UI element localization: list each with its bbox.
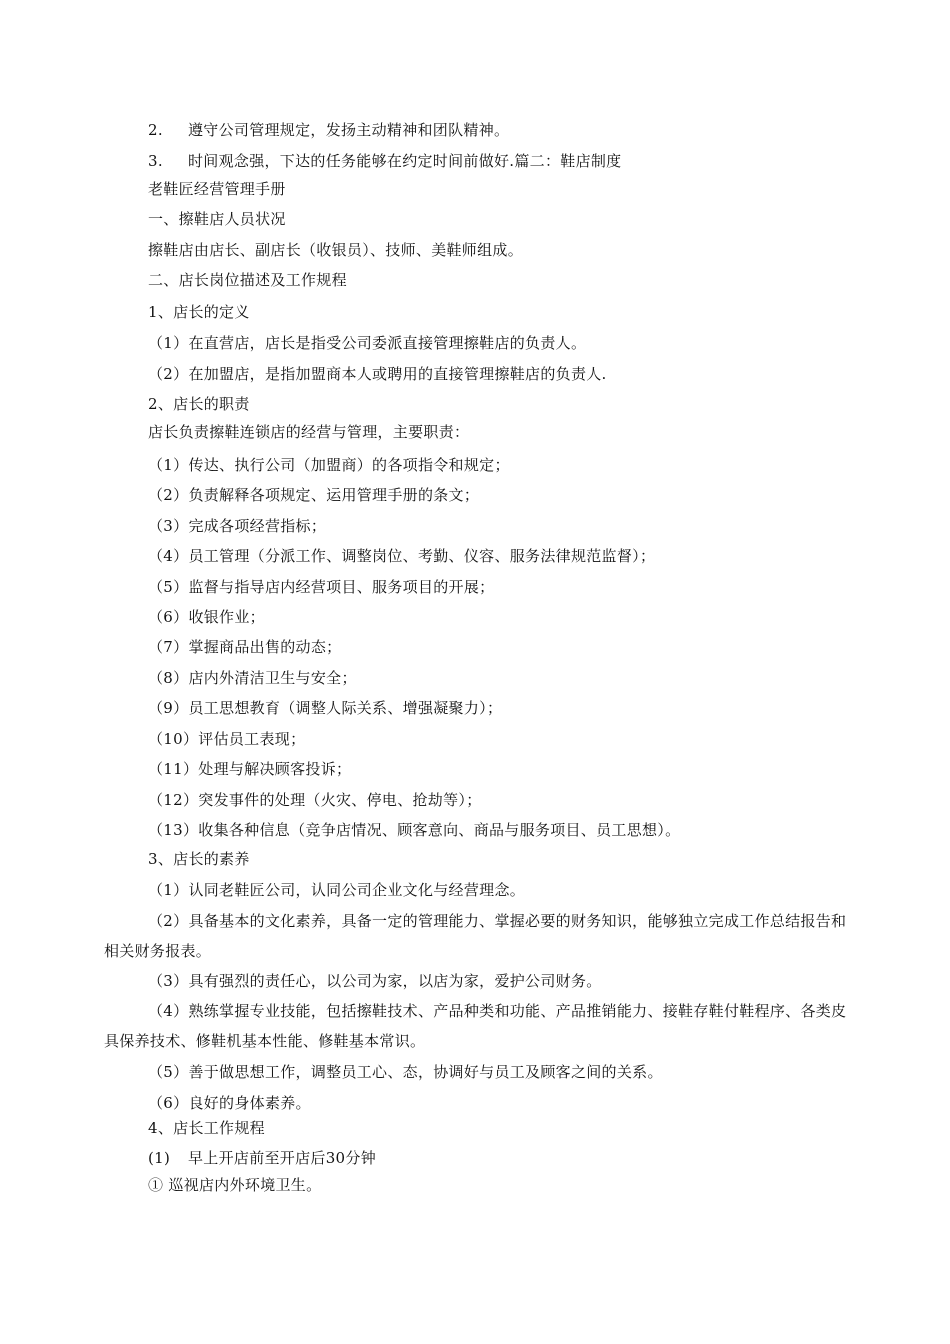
list-item: （5）监督与指导店内经营项目、服务项目的开展；	[148, 578, 495, 596]
list-item: （8）店内外清洁卫生与安全；	[148, 669, 357, 687]
list-item-3	[148, 151, 621, 171]
item-number: 3.	[148, 152, 163, 170]
list-item: （2）在加盟店，是指加盟商本人或聘用的直接管理擦鞋店的负责人.	[148, 365, 607, 383]
list-item: （6）良好的身体素养。	[148, 1094, 311, 1112]
circled-number: ①	[148, 1176, 164, 1194]
list-item: （1）传达、执行公司（加盟商）的各项指令和规定；	[148, 456, 510, 474]
paragraph: 擦鞋店由店长、副店长（收银员）、技师、美鞋师组成。	[148, 241, 524, 259]
wrapped-paragraph: （4）熟练掌握专业技能，包括擦鞋技术、产品种类和功能、产品推销能力、接鞋存鞋付鞋程序、各类皮具保养技术、修鞋机基本性能、修鞋基本常识。	[104, 1002, 847, 1050]
list-item: （12）突发事件的处理（火灾、停电、抢劫等）；	[148, 791, 482, 809]
subheading: 4、店长工作规程	[148, 1119, 265, 1137]
subheading: 3、店长的素养	[148, 850, 250, 868]
list-item: （3）具有强烈的责任心，以公司为家，以店为家，爱护公司财务。	[148, 972, 602, 990]
list-item: （9）员工思想教育（调整人际关系、增强凝聚力）；	[148, 699, 503, 717]
subheading: 2、店长的职责	[148, 395, 250, 413]
item-text: 巡视店内外环境卫生。	[168, 1176, 322, 1194]
list-item: （1）在直营店，店长是指受公司委派直接管理擦鞋店的负责人。	[148, 334, 587, 352]
section-heading-2: 二、店长岗位描述及工作规程	[148, 271, 347, 289]
list-item: （6）收银作业；	[148, 608, 265, 626]
manual-title: 老鞋匠经营管理手册	[148, 180, 286, 198]
wrapped-paragraph: （2）具备基本的文化素养，具备一定的管理能力、掌握必要的财务知识，能够独立完成工作总结报告和相关财务报表。	[104, 912, 847, 960]
item-text: 时间观念强，下达的任务能够在约定时间前做好.篇二：鞋店制度	[188, 152, 622, 170]
item-text: 早上开店前至开店后30分钟	[188, 1149, 376, 1167]
item-text: 遵守公司管理规定，发扬主动精神和团队精神。	[188, 121, 510, 139]
list-item: （11）处理与解决顾客投诉；	[148, 760, 352, 778]
list-item: （10）评估员工表现；	[148, 730, 306, 748]
step-subitem	[148, 1175, 321, 1195]
list-item: （1）认同老鞋匠公司，认同公司企业文化与经营理念。	[148, 881, 526, 899]
paragraph: 店长负责擦鞋连锁店的经营与管理，主要职责：	[148, 423, 470, 441]
item-number: (1)	[148, 1149, 171, 1167]
list-item: （7）掌握商品出售的动态；	[148, 638, 342, 656]
list-item: （5）善于做思想工作，调整员工心、态，协调好与员工及顾客之间的关系。	[148, 1063, 663, 1081]
list-item: （3）完成各项经营指标；	[148, 517, 327, 535]
list-item: （4）员工管理（分派工作、调整岗位、考勤、仪容、服务法律规范监督）；	[148, 547, 656, 565]
list-item-2	[148, 120, 509, 140]
item-number: 2.	[148, 121, 163, 139]
step-item	[148, 1148, 376, 1168]
list-item: （13）收集各种信息（竞争店情况、顾客意向、商品与服务项目、员工思想）。	[148, 821, 681, 839]
section-heading-1: 一、擦鞋店人员状况	[148, 210, 286, 228]
list-item: （2）负责解释各项规定、运用管理手册的条文；	[148, 486, 480, 504]
subheading: 1、店长的定义	[148, 303, 250, 321]
